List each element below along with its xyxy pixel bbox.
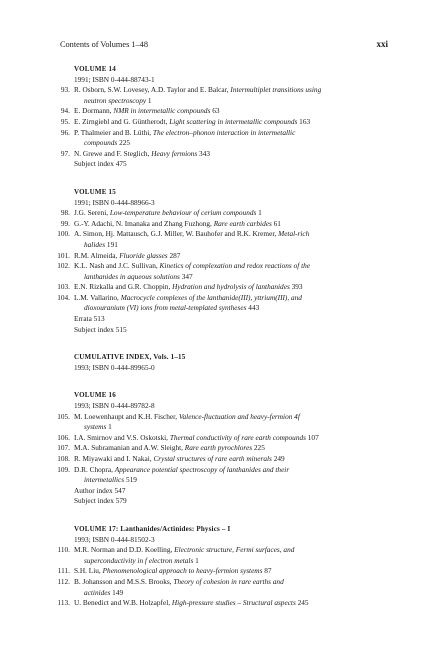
chapter-number: 93.: [60, 85, 70, 95]
chapter-authors: B. Johansson and M.S.S. Brooks,: [74, 576, 174, 586]
volume-publication-info: 1993; ISBN 0-444-89782-8: [74, 401, 155, 411]
chapter-title: neutron spectroscopy: [84, 95, 147, 105]
chapter-entry: [48, 229, 388, 250]
chapter-citation: [74, 85, 388, 106]
chapter-citation: [74, 251, 388, 262]
chapter-title: Macrocycle complexes of the lanthanide(III), yttrium(III), and: [120, 292, 302, 302]
chapter-title: Thermal conductivity of rare earth compounds: [169, 432, 306, 442]
chapter-number: 111.: [57, 566, 70, 576]
chapter-title: Intermultiplet transitions using: [230, 85, 322, 95]
chapter-page: 245: [295, 598, 309, 608]
chapter-title-continuation: [74, 556, 388, 567]
chapter-entry: [48, 443, 388, 454]
chapter-line: [74, 443, 265, 452]
chapter-line: [74, 545, 294, 554]
chapter-line: [74, 149, 210, 158]
chapter-entry: [48, 293, 388, 314]
chapter-page: 225: [117, 138, 131, 148]
chapter-authors: M. Loewenhaupt and K.H. Fischer,: [74, 411, 179, 421]
chapter-line: [74, 208, 262, 217]
chapter-page: 225: [252, 443, 265, 453]
chapter-page: 519: [124, 475, 137, 485]
chapter-authors: R. Miyawaki and I. Nakai,: [74, 454, 154, 463]
chapter-title: superconductivity in f electron metals: [84, 555, 194, 565]
chapter-number: 110.: [57, 545, 70, 555]
chapter-number: 102.: [57, 261, 70, 271]
chapter-page: 1: [193, 555, 199, 565]
chapter-entry: [48, 282, 388, 293]
chapter-citation: [74, 577, 388, 598]
chapter-authors: E. Zirngiebl and G. Güntherodt,: [74, 116, 170, 126]
chapter-line: [74, 219, 281, 228]
chapter-line: [74, 106, 220, 115]
chapter-line: [74, 412, 300, 421]
chapter-title-continuation: [74, 96, 388, 107]
chapter-title: Phenomenological approach to heavy-fermion systems: [102, 566, 263, 576]
chapter-number: 107.: [57, 443, 70, 453]
chapter-title-continuation: [74, 240, 388, 251]
chapter-number: 94.: [60, 106, 70, 116]
index-entry: Errata 513: [74, 314, 105, 324]
chapter-authors: L.M. Vallarino,: [74, 292, 121, 302]
chapter-number: 98.: [60, 208, 70, 218]
chapter-entry: [48, 106, 388, 117]
chapter-authors: J.G. Sereni,: [74, 208, 110, 218]
chapter-title-continuation: [74, 303, 388, 314]
chapter-entry: [48, 251, 388, 262]
chapter-title: Hydration and hydrolysis of lanthanides: [172, 282, 290, 292]
chapter-title: Valence-fluctuation and heavy-fermion 4f: [178, 411, 300, 421]
chapter-line: [74, 229, 309, 238]
chapter-page: 443: [246, 303, 260, 313]
volume-publication-info: 1991; ISBN 0-444-88743-1: [74, 74, 155, 84]
chapter-title: dioxouranium (VI) ions from metal-templated syntheses: [84, 303, 247, 313]
chapter-authors: M.A. Subramanian and A.W. Sleight,: [74, 443, 185, 453]
chapter-title: Metal-rich: [278, 229, 310, 239]
chapter-authors: M.R. Norman and D.D. Koelling,: [74, 545, 175, 555]
chapter-page: 149: [110, 587, 124, 597]
volume-title: VOLUME 14: [74, 65, 116, 73]
index-entry: Author index 547: [74, 485, 126, 495]
chapter-page: 87: [262, 566, 272, 576]
chapter-number: 106.: [57, 432, 70, 442]
chapter-number: 112.: [57, 576, 70, 586]
chapter-citation: [74, 106, 388, 117]
chapter-citation: [74, 261, 388, 282]
chapter-page: 393: [289, 282, 303, 292]
chapter-line: [74, 577, 284, 586]
chapter-citation: [74, 465, 388, 486]
chapter-page: 287: [167, 250, 181, 260]
volume-publication-info: 1993; ISBN 0-444-81502-3: [74, 534, 155, 544]
chapter-authors: U. Benedict and W.B. Holzapfel,: [74, 598, 172, 608]
chapter-citation: [74, 443, 388, 454]
chapter-page: 249: [271, 454, 285, 463]
chapter-page: 191: [105, 239, 118, 249]
chapter-page: 1: [256, 208, 262, 218]
chapter-page: 63: [210, 106, 220, 116]
chapter-line: [74, 293, 302, 302]
chapter-citation: [74, 293, 388, 314]
chapter-number: 95.: [60, 116, 70, 126]
chapter-page: 343: [197, 148, 211, 158]
chapter-title: Fluoride glasses: [119, 250, 168, 260]
chapter-entry: [48, 433, 388, 444]
chapter-title: Low-temperature behaviour of cerium compounds: [109, 208, 257, 218]
volume-section: [48, 352, 388, 373]
page-number: xxi: [376, 39, 388, 49]
chapter-page: 107: [305, 432, 319, 442]
chapter-title-continuation: [74, 588, 388, 599]
chapter-authors: P. Thalmeier and B. Lüthi,: [74, 127, 153, 137]
chapter-entry: [48, 454, 388, 465]
chapter-title: Rare earth carbides: [213, 218, 272, 228]
chapter-line: [74, 465, 289, 474]
chapter-citation: [74, 412, 388, 433]
chapter-title: Theory of cohesion in rare earths and: [173, 576, 284, 586]
chapter-number: 105.: [57, 411, 70, 421]
volume-title: VOLUME 15: [74, 187, 116, 196]
chapter-line: [74, 261, 310, 270]
chapter-title: compounds: [84, 138, 118, 148]
chapter-page: 1: [146, 95, 152, 105]
chapter-citation: [74, 282, 388, 293]
chapter-title: Appearance potential spectroscopy of lanthanides and their: [114, 464, 290, 474]
chapter-title: Heavy fermions: [151, 148, 198, 158]
chapter-citation: [74, 454, 388, 465]
chapter-title: lanthanides in aqueous solutions: [84, 271, 180, 281]
chapter-line: [74, 598, 309, 607]
chapter-authors: R.M. Almeida,: [74, 250, 120, 260]
chapter-citation: [74, 117, 388, 128]
chapter-citation: [74, 545, 388, 566]
chapter-number: 113.: [57, 598, 70, 608]
chapter-authors: K.L. Nash and J.C. Sullivan,: [74, 261, 160, 271]
chapter-citation: [74, 219, 388, 230]
chapter-title-continuation: [74, 138, 388, 149]
chapter-number: 97.: [60, 148, 70, 158]
chapter-title-continuation: [74, 422, 388, 433]
index-entry: Subject index 579: [74, 496, 127, 506]
chapter-title-continuation: [74, 475, 388, 486]
chapter-number: 104.: [57, 292, 70, 302]
chapter-number: 103.: [57, 282, 70, 292]
chapter-entry: [48, 598, 388, 609]
running-head: [60, 39, 388, 49]
chapter-line: [74, 251, 180, 260]
chapter-citation: [74, 208, 388, 219]
chapter-entry: [48, 149, 388, 160]
chapter-page: 163: [297, 116, 311, 126]
chapter-authors: E.N. Rizkalla and G.R. Choppin,: [74, 282, 173, 292]
chapter-citation: [74, 598, 388, 609]
chapter-entry: [48, 85, 388, 106]
chapter-title-continuation: [74, 272, 388, 283]
chapter-page: 1: [106, 422, 112, 432]
chapter-title: Electronic structure, Fermi surfaces, and: [174, 545, 295, 555]
volume-section: [48, 524, 388, 609]
volume-publication-info: 1991; ISBN 0-444-88966-3: [74, 197, 155, 207]
chapter-entry: [48, 208, 388, 219]
volume-section: [48, 187, 388, 335]
chapter-citation: [74, 149, 388, 160]
chapter-citation: [74, 229, 388, 250]
chapter-line: [74, 85, 321, 94]
chapter-authors: G.-Y. Adachi, N. Imanaka and Zhang Fuzhong,: [74, 218, 214, 228]
chapter-entry: [48, 566, 388, 577]
chapter-line: [74, 433, 319, 442]
chapter-title: Light scattering in intermetallic compounds: [169, 116, 298, 126]
chapter-authors: E. Dormann,: [74, 106, 114, 116]
chapter-line: [74, 566, 272, 575]
chapter-title: The electron–phonon interaction in intermetallic: [152, 127, 296, 137]
volume-title: VOLUME 17: Lanthanides/Actinides: Physics – I: [74, 524, 231, 533]
chapter-number: 100.: [57, 229, 70, 239]
volume-section: [48, 390, 388, 507]
chapter-title: systems: [84, 422, 107, 432]
volume-section: [48, 64, 388, 170]
chapter-entry: [48, 128, 388, 149]
chapter-entry: [48, 412, 388, 433]
chapter-line: [74, 454, 285, 463]
chapter-entry: [48, 465, 388, 486]
chapter-title: Rare earth pyrochlores: [184, 443, 253, 453]
chapter-authors: S.H. Liu,: [74, 566, 103, 576]
chapter-entry: [48, 219, 388, 230]
volume-title: VOLUME 16: [74, 391, 116, 400]
chapter-line: [74, 117, 310, 126]
chapter-entry: [48, 577, 388, 598]
index-entry: Subject index 515: [74, 324, 127, 334]
chapter-authors: A. Simon, Hj. Mattausch, G.J. Miller, W. Bauhofer and R.K. Kremer,: [74, 229, 279, 239]
chapter-citation: [74, 128, 388, 149]
chapter-title: intermetallics: [84, 475, 125, 485]
volume-title: CUMULATIVE INDEX, Vols. 1–15: [74, 353, 186, 362]
chapter-line: [74, 128, 295, 137]
chapter-title: actinides: [84, 587, 111, 597]
chapter-authors: I.A. Smirnov and V.S. Oskotski,: [74, 432, 170, 442]
chapter-title: Crystal structures of rare earth minerals: [153, 454, 272, 463]
chapter-authors: D.R. Chopra,: [74, 464, 115, 474]
chapter-title: NMR in intermetallic compounds: [113, 106, 211, 116]
volume-publication-info: 1993; ISBN 0-444-89965-0: [74, 362, 155, 372]
chapter-authors: R. Osborn, S.W. Lovesey, A.D. Taylor and E. Balcar,: [74, 85, 231, 95]
chapter-title: halides: [84, 239, 106, 249]
chapter-authors: N. Grewe and F. Steglich,: [74, 148, 152, 158]
chapter-number: 96.: [60, 127, 70, 137]
chapter-line: [74, 282, 303, 291]
chapter-citation: [74, 566, 388, 577]
index-entry: Subject index 475: [74, 159, 127, 169]
chapter-title: Kinetics of complexation and redox reactions of the: [159, 261, 310, 271]
chapter-entry: [48, 261, 388, 282]
chapter-number: 101.: [57, 250, 70, 260]
chapter-page: 347: [179, 271, 193, 281]
chapter-entry: [48, 545, 388, 566]
running-head-title: Contents of Volumes 1–48: [60, 40, 148, 49]
chapter-citation: [74, 433, 388, 444]
volume-list: [48, 64, 388, 626]
chapter-title: High-pressure studies – Structural aspects: [171, 598, 296, 608]
chapter-page: 61: [271, 218, 281, 228]
chapter-number: 109.: [57, 464, 70, 474]
chapter-entry: [48, 117, 388, 128]
chapter-number: 108.: [57, 454, 70, 463]
chapter-number: 99.: [60, 218, 70, 228]
